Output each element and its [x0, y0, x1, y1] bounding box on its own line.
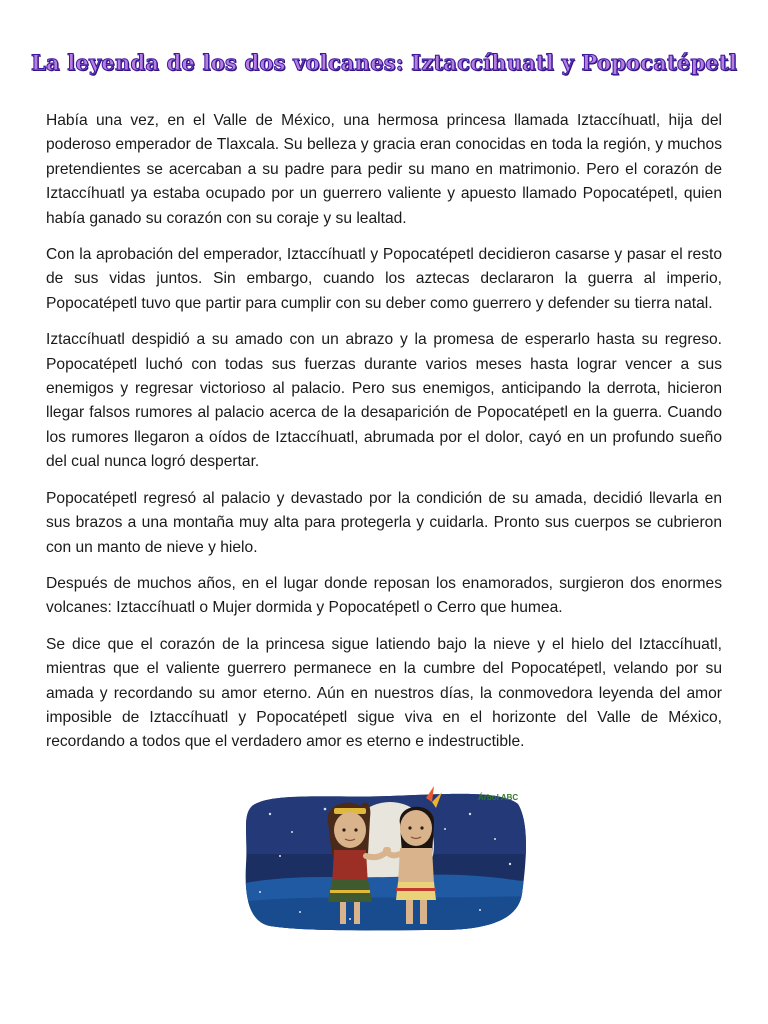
page-title: La leyenda de los dos volcanes: Iztaccíhuatl y Popocatépetl	[31, 50, 737, 75]
arbol-abc-logo	[478, 793, 518, 802]
paragraph-5: Después de muchos años, en el lugar donde reposan los enamorados, surgieron dos enormes volcanes: Iztaccíhuatl o Mujer dormida y Popocatépetl o Cerro que humea.	[46, 574, 722, 617]
logo-text: Árbol ABC	[478, 793, 519, 802]
night-scene	[240, 784, 530, 934]
paragraph-6: Se dice que el corazón de la princesa sigue latiendo bajo la nieve y el hielo del Iztaccíhuatl, mientras que el valiente guerrero permanece en la cumbre del Popocatépetl, velando por su amada y recordando su amor eterno. Aún en nuestros días, la conmovedora leyenda del amor imposible de Iztaccíhuatl y Popocatépetl sigue viva en el horizonte del Valle de México, recordando a todos que el verdadero amor es eterno e indestructible.	[46, 635, 722, 751]
paragraph-4: Popocatépetl regresó al palacio y devastado por la condición de su amada, decidió llevarla en sus brazos a una montaña muy alta para protegerla y cuidarla. Pronto sus cuerpos se cubrieron con un manto de nieve y hielo.	[46, 489, 722, 556]
story-body	[46, 109, 722, 767]
paragraph-3: Iztaccíhuatl despidió a su amado con un abrazo y la promesa de esperarlo hasta su regreso. Popocatépetl luchó con todas sus fuerzas durante varios meses hasta lograr vencer a sus enemigos y regresar victorioso al palacio. Pero sus enemigos, anticipando la derrota, hicieron llegar falsos rumores al palacio acerca de la desaparición de Popocatépetl en la guerra. Cuando los rumores llegaron a oídos de Iztaccíhuatl, abrumada por el dolor, cayó en un profundo sueño del cual nunca logró despertar.	[46, 331, 722, 471]
paragraph-2: Con la aprobación del emperador, Iztaccíhuatl y Popocatépetl decidieron casarse y pasar el resto de sus vidas juntos. Sin embargo, cuando los aztecas declararon la guerra al imperio, Popocatépetl tuvo que partir para cumplir con su deber como guerrero y defender su tierra natal.	[46, 246, 722, 312]
paragraph-1: Había una vez, en el Valle de México, una hermosa princesa llamada Iztaccíhuatl, hija del poderoso emperador de Tlaxcala. Su belleza y gracia eran conocidas en toda la región, y muchos pretendientes se acercaban a su padre para pedir su mano en matrimonio. Pero el corazón de Iztaccíhuatl ya estaba ocupado por un guerrero valiente y apuesto llamado Popocatépetl, quien había ganado su corazón con su coraje y su lealtad.	[46, 112, 722, 227]
legend-illustration	[240, 784, 530, 934]
